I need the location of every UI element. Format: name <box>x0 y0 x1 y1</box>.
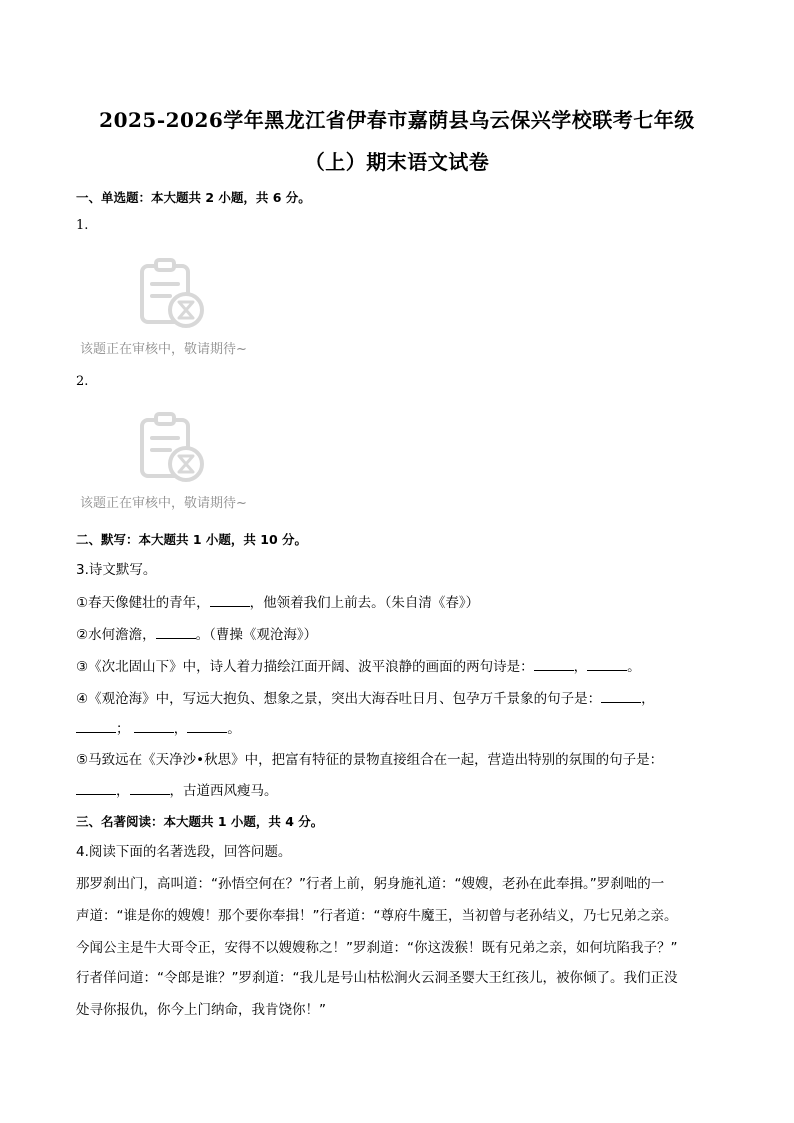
answer-blank <box>587 656 627 671</box>
question-4-title: 4.阅读下面的名著选段，回答问题。 <box>76 844 292 860</box>
q4-passage-line-3: 今闻公主是牛大哥令正，安得不以嫂嫂称之！”罗刹道：“你这泼猴！既有兄弟之亲，如何坑陷我子？” <box>76 940 678 956</box>
answer-blank <box>134 718 174 733</box>
answer-blank <box>156 624 196 639</box>
section-heading-classics-reading: 三、名著阅读：本大题共 1 小题，共 4 分。 <box>76 814 324 829</box>
question-2-number: 2. <box>76 374 89 389</box>
q3-line-1: ①春天像健壮的青年， ，他领着我们上前去。（朱自清《春》） <box>76 592 479 613</box>
answer-blank <box>130 780 170 795</box>
pending-message: 该题正在审核中，敬请期待~ <box>80 342 247 357</box>
answer-blank <box>76 780 116 795</box>
question-1-number: 1. <box>76 218 89 233</box>
q3-line-7: ， ，古道西风瘦马。 <box>76 780 278 801</box>
q3-line-6: ⑤马致远在《天净沙•秋思》中，把富有特征的景物直接组合在一起，营造出特别的氛围的句子是： <box>76 752 664 768</box>
answer-blank <box>76 718 116 733</box>
q4-passage-line-4: 行者佯问道：“令郎是谁？”罗刹道：“我儿是号山枯松涧火云洞圣婴大王红孩儿，被你倾了。我们正没 <box>76 970 678 986</box>
exam-title-line1: 2025-2026学年黑龙江省伊春市嘉荫县乌云保兴学校联考七年级 <box>99 108 695 132</box>
answer-blank <box>187 718 227 733</box>
q3-line-5: ； ， 。 <box>76 718 241 739</box>
section-heading-dictation: 二、默写：本大题共 1 小题，共 10 分。 <box>76 532 308 547</box>
q3-line-4: ④《观沧海》中，写远大抱负、想象之景，突出大海吞吐日月、包孕万千景象的句子是： ， <box>76 688 655 709</box>
answer-blank <box>601 688 641 703</box>
q4-passage-line-2: 声道：“谁是你的嫂嫂！那个要你奉揖！”行者道：“尊府牛魔王，当初曾与老孙结义，乃七兄弟之亲。 <box>76 908 678 924</box>
section-heading-single-choice: 一、单选题：本大题共 2 小题，共 6 分。 <box>76 190 311 205</box>
answer-blank <box>534 656 574 671</box>
question-3-title: 3.诗文默写。 <box>76 562 157 578</box>
q4-passage-line-5: 处寻你报仇，你今上门纳命，我肯饶你！” <box>76 1002 326 1018</box>
pending-review-icon <box>132 412 212 486</box>
q3-line-2: ②水何澹澹， 。（曹操《观沧海》） <box>76 624 317 645</box>
q3-line-3: ③《次北固山下》中，诗人着力描绘江面开阔、波平浪静的画面的两句诗是： ， 。 <box>76 656 641 677</box>
exam-title-line2: （上）期末语文试卷 <box>304 150 490 174</box>
pending-review-icon <box>132 258 212 332</box>
q4-passage-line-1: 那罗刹出门，高叫道：“孙悟空何在？”行者上前，躬身施礼道：“嫂嫂，老孙在此奉揖。”罗刹咄的一 <box>76 876 665 892</box>
answer-blank <box>210 592 250 607</box>
pending-message: 该题正在审核中，敬请期待~ <box>80 496 247 511</box>
